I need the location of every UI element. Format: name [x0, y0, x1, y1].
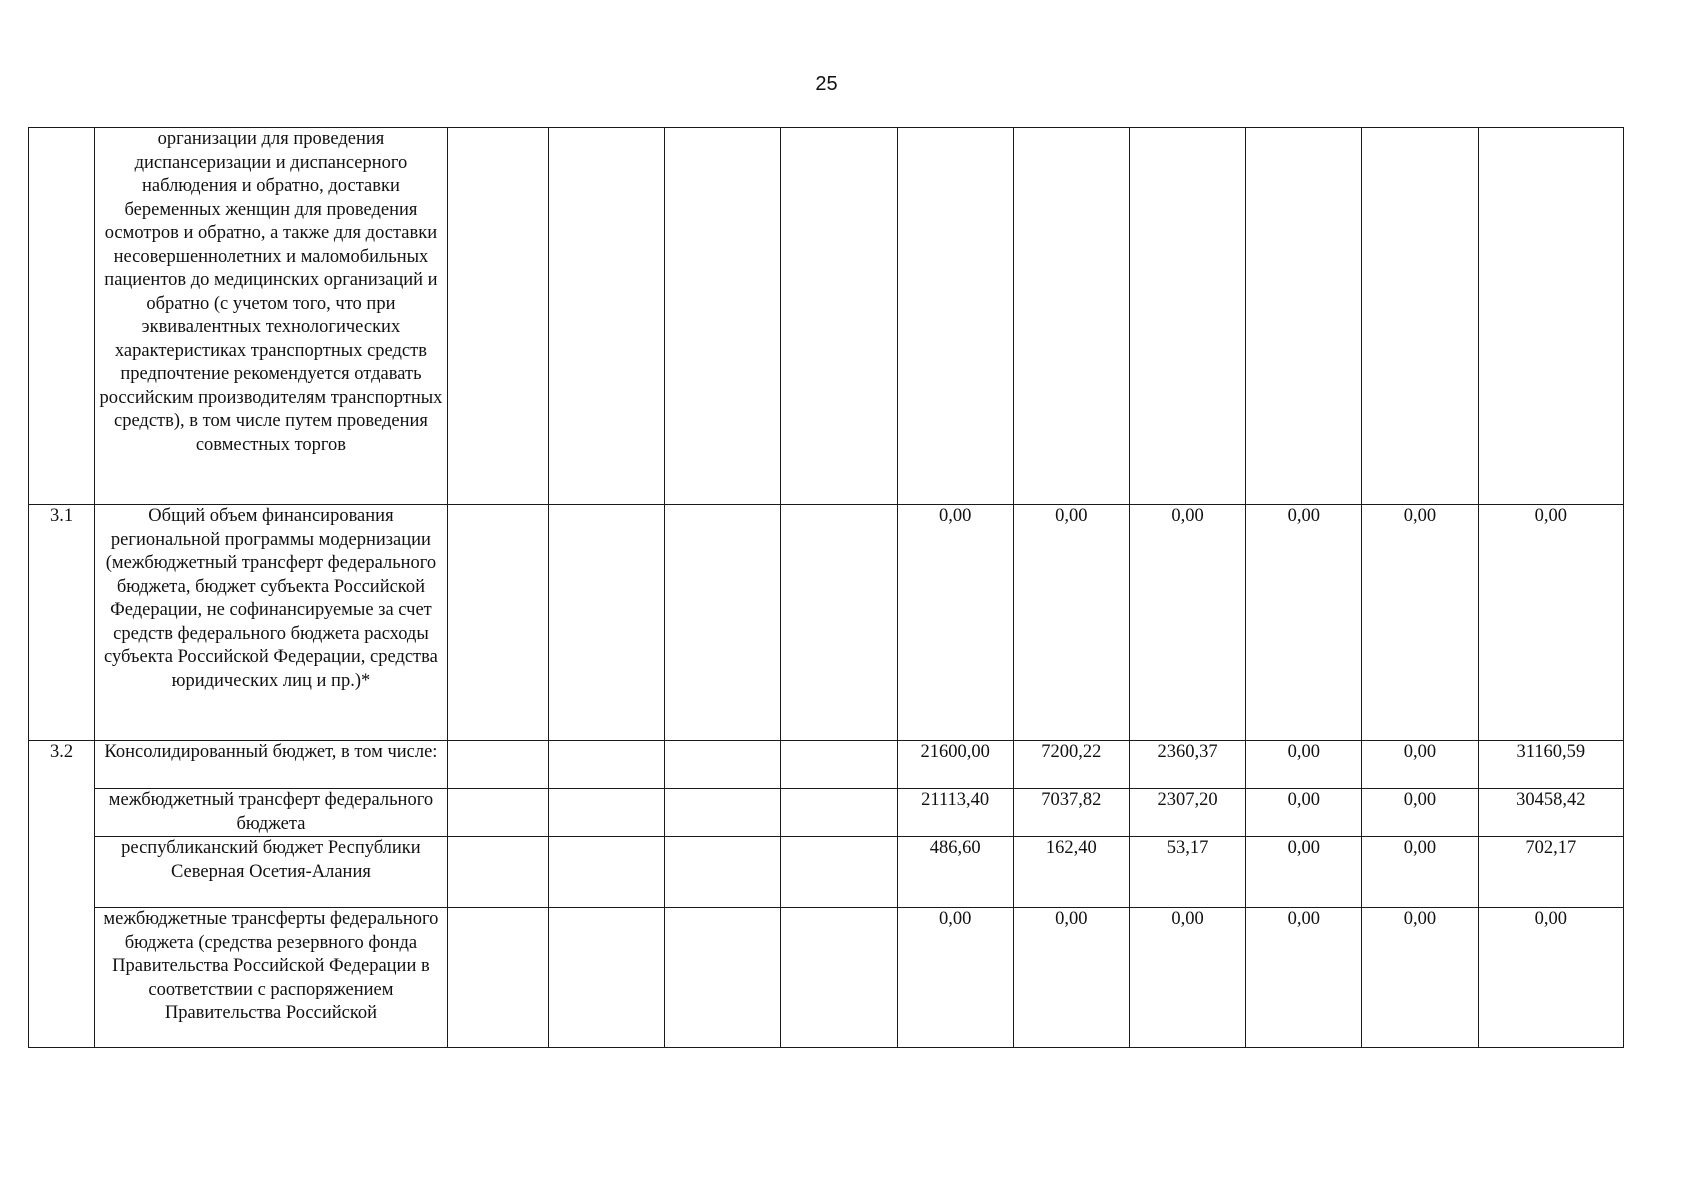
value-cell	[897, 128, 1013, 505]
value-cell: 0,00	[1362, 837, 1478, 908]
value-cell	[1246, 128, 1362, 505]
table-row	[29, 741, 1624, 789]
value-cell: 0,00	[1362, 741, 1478, 789]
value-cell: 0,00	[897, 908, 1013, 1048]
value-cell: 7200,22	[1013, 741, 1129, 789]
value-cell: 0,00	[1246, 789, 1362, 837]
table-row	[29, 837, 1624, 908]
value-cell: 0,00	[897, 505, 1013, 741]
empty-cell	[781, 789, 897, 837]
value-cell: 0,00	[1013, 505, 1129, 741]
empty-cell	[665, 908, 781, 1048]
value-cell: 0,00	[1478, 505, 1623, 741]
value-cell: 2360,37	[1129, 741, 1245, 789]
value-cell: 31160,59	[1478, 741, 1623, 789]
table-row	[29, 128, 1624, 505]
empty-cell	[665, 789, 781, 837]
value-cell: 0,00	[1013, 908, 1129, 1048]
value-cell: 486,60	[897, 837, 1013, 908]
empty-cell	[781, 505, 897, 741]
value-cell: 21113,40	[897, 789, 1013, 837]
table-row	[29, 505, 1624, 741]
empty-cell	[665, 741, 781, 789]
value-cell: 21600,00	[897, 741, 1013, 789]
page-number: 25	[815, 73, 838, 95]
value-cell: 2307,20	[1129, 789, 1245, 837]
table-row	[29, 908, 1624, 1048]
empty-cell	[548, 837, 664, 908]
empty-cell	[548, 128, 664, 505]
row-number-cell: 3.2	[29, 741, 95, 1048]
value-cell: 0,00	[1246, 741, 1362, 789]
value-cell: 0,00	[1478, 908, 1623, 1048]
empty-cell	[548, 789, 664, 837]
value-cell: 0,00	[1246, 837, 1362, 908]
row-description-cell: организации для проведения диспансеризации и диспансерного наблюдения и обратно, доставки беременных женщин для проведения осмотров и обратно, а также для доставки несовершеннолетних и маломобильных пациентов до медицинских организаций и обратно (с учетом того, что при эквивалентных технологических характеристиках транспортных средств предпочтение рекомендуется отдавать российским производителям транспортных средств), в том числе путем проведения совместных торгов	[95, 128, 448, 505]
empty-cell	[665, 837, 781, 908]
row-description-cell: межбюджетные трансферты федерального бюджета (средства резервного фонда Правительства Российской Федерации в соответствии с распоряжением Правительства Российской	[95, 908, 448, 1048]
empty-cell	[781, 837, 897, 908]
value-cell	[1129, 128, 1245, 505]
empty-cell	[781, 908, 897, 1048]
value-cell: 162,40	[1013, 837, 1129, 908]
value-cell: 0,00	[1129, 505, 1245, 741]
table-row	[29, 789, 1624, 837]
empty-cell	[548, 505, 664, 741]
empty-cell	[548, 741, 664, 789]
value-cell	[1013, 128, 1129, 505]
value-cell: 0,00	[1362, 908, 1478, 1048]
empty-cell	[665, 128, 781, 505]
value-cell	[1478, 128, 1623, 505]
value-cell: 0,00	[1246, 505, 1362, 741]
value-cell: 0,00	[1362, 505, 1478, 741]
row-description-cell: Консолидированный бюджет, в том числе:	[95, 741, 448, 789]
value-cell	[1362, 128, 1478, 505]
empty-cell	[447, 837, 548, 908]
empty-cell	[447, 128, 548, 505]
value-cell: 0,00	[1362, 789, 1478, 837]
empty-cell	[447, 789, 548, 837]
value-cell: 7037,82	[1013, 789, 1129, 837]
empty-cell	[447, 908, 548, 1048]
budget-table	[28, 127, 1624, 1048]
value-cell: 30458,42	[1478, 789, 1623, 837]
empty-cell	[548, 908, 664, 1048]
empty-cell	[447, 741, 548, 789]
value-cell: 0,00	[1129, 908, 1245, 1048]
row-number-cell: 3.1	[29, 505, 95, 741]
empty-cell	[447, 505, 548, 741]
value-cell: 53,17	[1129, 837, 1245, 908]
empty-cell	[781, 741, 897, 789]
row-number-cell	[29, 128, 95, 505]
value-cell: 702,17	[1478, 837, 1623, 908]
empty-cell	[781, 128, 897, 505]
value-cell: 0,00	[1246, 908, 1362, 1048]
row-description-cell: республиканский бюджет Республики Северная Осетия-Алания	[95, 837, 448, 908]
empty-cell	[665, 505, 781, 741]
row-description-cell: Общий объем финансирования региональной программы модернизации (межбюджетный трансферт федерального бюджета, бюджет субъекта Российской Федерации, не софинансируемые за счет средств федерального бюджета расходы субъекта Российской Федерации, средства юридических лиц и пр.)*	[95, 505, 448, 741]
row-description-cell: межбюджетный трансферт федерального бюджета	[95, 789, 448, 837]
